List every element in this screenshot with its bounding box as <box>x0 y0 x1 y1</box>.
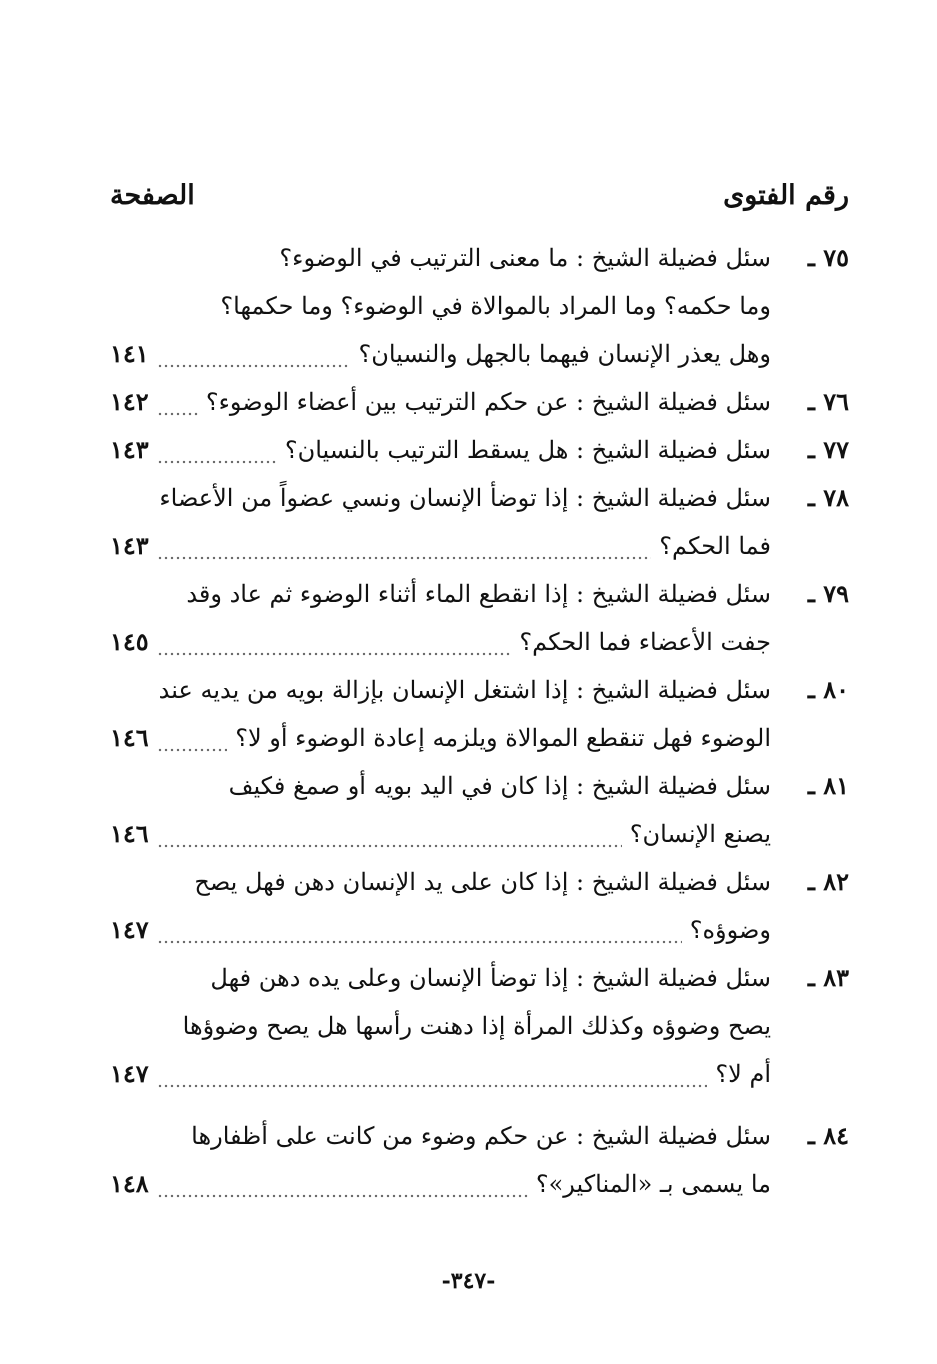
page-reference: ١٤٨ <box>110 1169 149 1198</box>
entry-text <box>110 954 771 1098</box>
entry-text <box>110 570 771 666</box>
entry-last-line <box>110 618 771 666</box>
fatwa-number: ٨١ ـ <box>807 771 849 800</box>
dot-leader <box>157 1050 708 1098</box>
entry-last-line <box>110 1050 771 1098</box>
entry-line: ما يسمى بـ «المناكير»؟ <box>535 1170 771 1198</box>
entry-line: سئل فضيلة الشيخ : إذا كان في اليد بويه أو صمغ فكيف <box>228 772 771 800</box>
entry-line: أم لا؟ <box>715 1060 771 1088</box>
entry-text <box>110 426 771 474</box>
dot-leader <box>157 378 198 426</box>
dot-leader <box>157 810 622 858</box>
entry-text <box>110 234 771 378</box>
entry-line: سئل فضيلة الشيخ : إذا انقطع الماء أثناء الوضوء ثم عاد وقد <box>186 580 771 608</box>
fatwa-index-list <box>110 234 849 1208</box>
index-entry <box>110 234 849 378</box>
entry-line: وهل يعذر الإنسان فيهما بالجهل والنسيان؟ <box>358 340 771 368</box>
entry-line: وما حكمه؟ وما المراد بالموالاة في الوضوء؟ وما حكمها؟ <box>220 292 771 320</box>
dot-leader <box>157 714 228 762</box>
entry-line: سئل فضيلة الشيخ : إذا توضأ الإنسان وعلى يده دهن فهل <box>210 964 771 992</box>
spacer <box>110 1098 849 1112</box>
page-reference: ١٤٣ <box>110 531 149 560</box>
index-entry <box>110 666 849 762</box>
entry-last-line <box>110 522 771 570</box>
fatwa-number: ٨٠ ـ <box>807 675 849 704</box>
entry-text <box>110 1112 771 1208</box>
page-reference: ١٤٣ <box>110 435 149 464</box>
entry-text <box>110 474 771 570</box>
page-number: -٣٤٧- <box>441 1268 496 1294</box>
dot-leader <box>157 618 512 666</box>
page-reference: ١٤٢ <box>110 387 149 416</box>
fatwa-number: ٧٦ ـ <box>807 387 849 416</box>
page-reference: ١٤٦ <box>110 819 149 848</box>
page-reference: ١٤١ <box>110 339 149 368</box>
entry-last-line <box>110 906 771 954</box>
entry-line: سئل فضيلة الشيخ : عن حكم وضوء من كانت على أظفارها <box>191 1122 771 1150</box>
index-entry <box>110 378 849 426</box>
page-reference: ١٤٧ <box>110 915 149 944</box>
entry-text <box>110 858 771 954</box>
index-entry <box>110 762 849 858</box>
fatwa-number: ٧٧ ـ <box>807 435 849 464</box>
fatwa-number: ٧٩ ـ <box>807 579 849 608</box>
entry-text <box>110 378 771 426</box>
entry-last-line <box>110 330 771 378</box>
dot-leader <box>157 1160 528 1208</box>
entry-line: يصنع الإنسان؟ <box>629 820 771 848</box>
entry-last-line <box>110 714 771 762</box>
entry-text <box>110 762 771 858</box>
fatwa-number: ٨٤ ـ <box>807 1121 849 1150</box>
entry-line: سئل فضيلة الشيخ : عن حكم الترتيب بين أعضاء الوضوء؟ <box>205 388 771 416</box>
fatwa-number-heading: رقم الفتوى <box>723 179 849 211</box>
entry-line: فما الحكم؟ <box>659 532 771 560</box>
entry-line: يصح وضوؤه وكذلك المرأة إذا دهنت رأسها هل يصح وضوؤها <box>182 1012 771 1040</box>
index-entry <box>110 858 849 954</box>
entry-line: الوضوء فهل تنقطع الموالاة ويلزمه إعادة الوضوء أو لا؟ <box>235 724 771 752</box>
dot-leader <box>157 522 652 570</box>
entry-line: جفت الأعضاء فما الحكم؟ <box>519 628 771 656</box>
fatwa-number: ٨٣ ـ <box>807 963 849 992</box>
index-entry <box>110 426 849 474</box>
page-reference: ١٤٧ <box>110 1059 149 1088</box>
page-heading: الصفحة <box>110 179 195 211</box>
index-entry <box>110 570 849 666</box>
index-entry <box>110 474 849 570</box>
entry-last-line <box>110 1160 771 1208</box>
entry-last-line <box>110 378 771 426</box>
entry-line: وضوؤه؟ <box>689 916 771 944</box>
fatwa-number: ٨٢ ـ <box>807 867 849 896</box>
entry-last-line <box>110 426 771 474</box>
entry-line: سئل فضيلة الشيخ : هل يسقط الترتيب بالنسيان؟ <box>284 436 771 464</box>
index-header <box>110 175 849 215</box>
index-entry <box>110 1112 849 1208</box>
fatwa-number: ٧٨ ـ <box>807 483 849 512</box>
dot-leader <box>157 330 351 378</box>
entry-line: سئل فضيلة الشيخ : إذا اشتغل الإنسان بإزالة بويه من يديه عند <box>158 676 771 704</box>
page-reference: ١٤٦ <box>110 723 149 752</box>
index-entry <box>110 954 849 1098</box>
dot-leader <box>157 906 682 954</box>
entry-line: سئل فضيلة الشيخ : ما معنى الترتيب في الوضوء؟ <box>279 244 771 272</box>
entry-text <box>110 666 771 762</box>
fatwa-number: ٧٥ ـ <box>807 243 849 272</box>
entry-last-line <box>110 810 771 858</box>
dot-leader <box>157 426 277 474</box>
page-reference: ١٤٥ <box>110 627 149 656</box>
entry-line: سئل فضيلة الشيخ : إذا توضأ الإنسان ونسي عضواً من الأعضاء <box>159 484 771 512</box>
entry-line: سئل فضيلة الشيخ : إذا كان على يد الإنسان دهن فهل يصح <box>194 868 771 896</box>
